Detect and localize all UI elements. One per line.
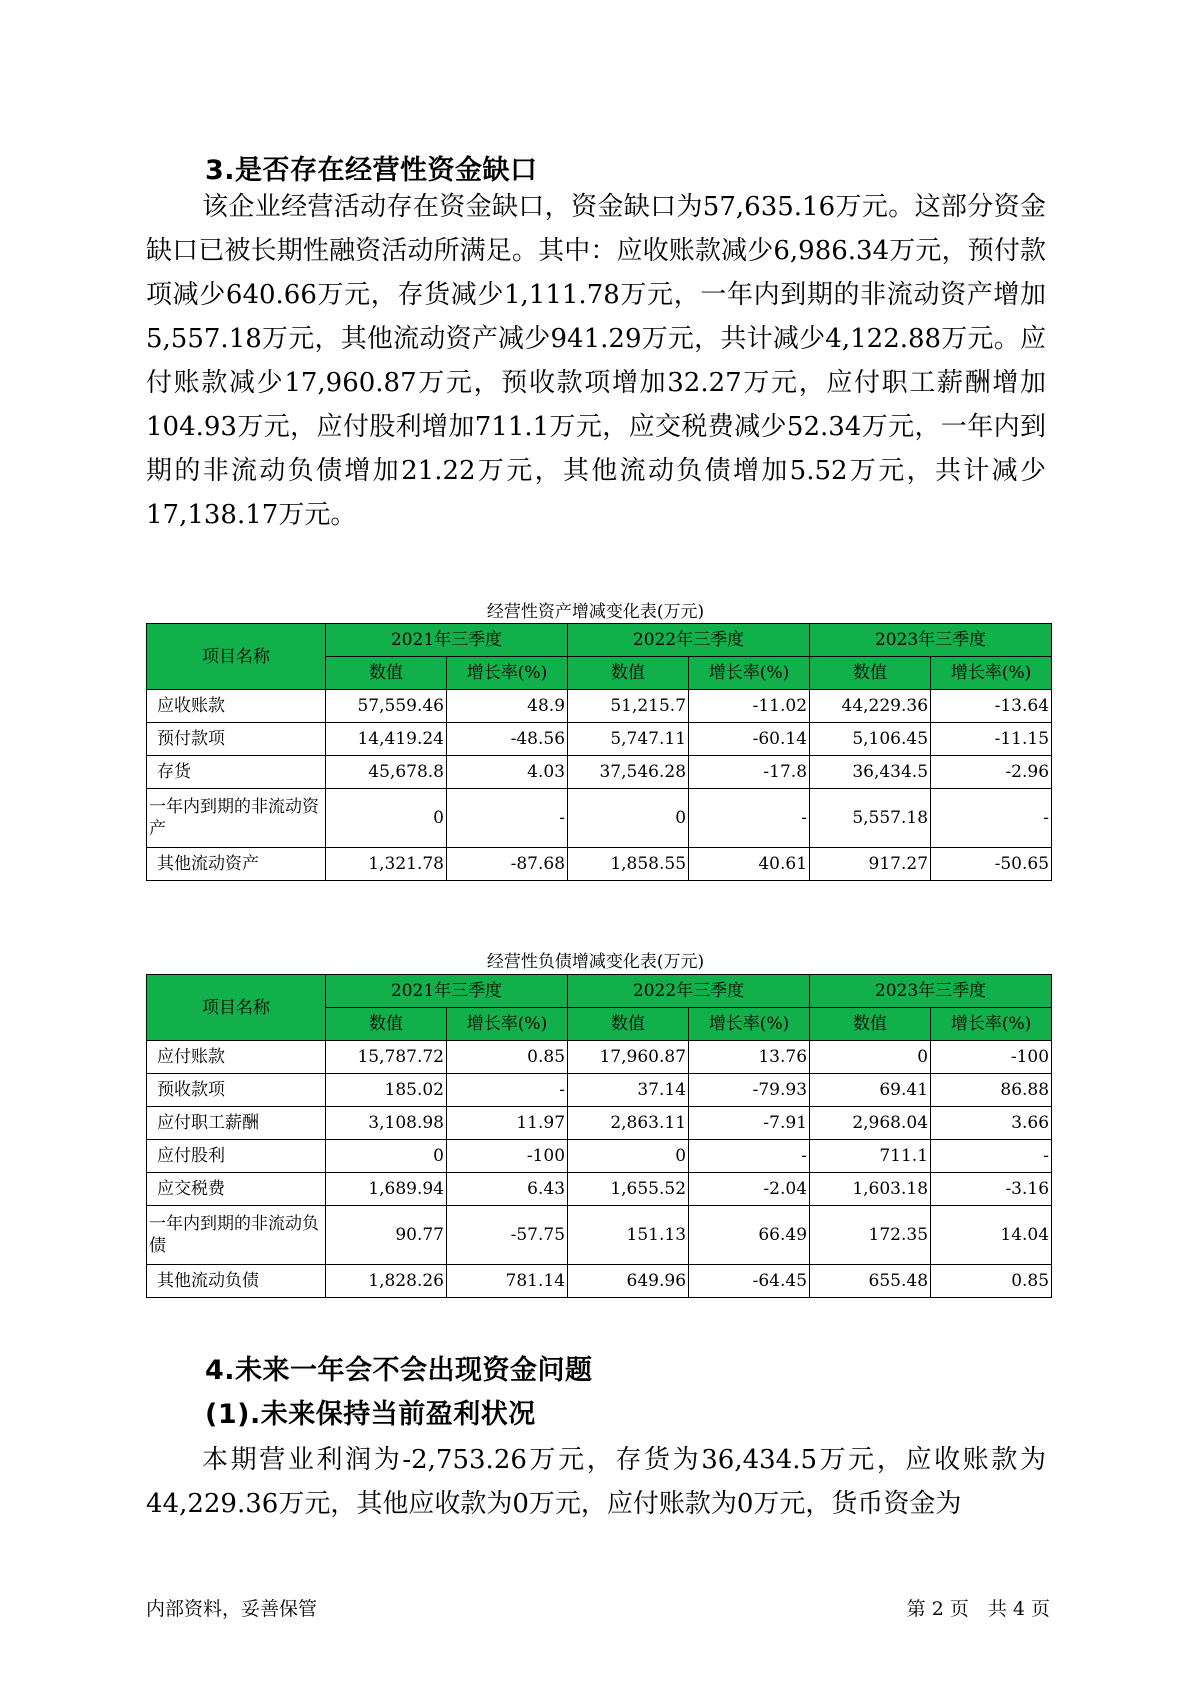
cell: 37.14: [568, 1074, 689, 1107]
header-value: 数值: [326, 1008, 447, 1041]
table-row: [147, 1206, 1052, 1265]
row-name: 其他流动负债: [147, 1265, 326, 1298]
header-value: 数值: [326, 657, 447, 690]
table-row: [147, 1074, 1052, 1107]
cell: 1,858.55: [568, 848, 689, 881]
table-row: [147, 1140, 1052, 1173]
cell: 1,603.18: [810, 1173, 931, 1206]
cell: 1,689.94: [326, 1173, 447, 1206]
cell: -: [689, 1140, 810, 1173]
section4-subheading: (1).未来保持当前盈利状况: [205, 1399, 536, 1430]
header-period: 2022年三季度: [568, 975, 810, 1008]
row-name: 预付款项: [147, 723, 326, 756]
cell: 17,960.87: [568, 1041, 689, 1074]
liabilities-table: [146, 974, 1052, 1298]
cell: 1,828.26: [326, 1265, 447, 1298]
cell: 1,321.78: [326, 848, 447, 881]
cell: -13.64: [931, 690, 1052, 723]
cell: 45,678.8: [326, 756, 447, 789]
footer-page-number: 第 2 页 共 4 页: [906, 1598, 1050, 1620]
cell: 151.13: [568, 1206, 689, 1265]
header-growth: 增长率(%): [931, 1008, 1052, 1041]
header-value: 数值: [568, 1008, 689, 1041]
cell: 0: [326, 789, 447, 848]
row-name: 应交税费: [147, 1173, 326, 1206]
header-item-name: 项目名称: [147, 975, 326, 1041]
cell: 2,968.04: [810, 1107, 931, 1140]
header-growth: 增长率(%): [689, 657, 810, 690]
header-period: 2021年三季度: [326, 624, 568, 657]
cell: 0: [568, 789, 689, 848]
cell: 711.1: [810, 1140, 931, 1173]
table-row: [147, 723, 1052, 756]
cell: 69.41: [810, 1074, 931, 1107]
cell: 3,108.98: [326, 1107, 447, 1140]
cell: -: [931, 1140, 1052, 1173]
cell: -50.65: [931, 848, 1052, 881]
assets-table-caption: 经营性资产增减变化表(万元): [486, 602, 705, 622]
cell: 655.48: [810, 1265, 931, 1298]
cell: 36,434.5: [810, 756, 931, 789]
row-name: 预收款项: [147, 1074, 326, 1107]
cell: 0: [568, 1140, 689, 1173]
header-period: 2022年三季度: [568, 624, 810, 657]
cell: 40.61: [689, 848, 810, 881]
cell: -57.75: [447, 1206, 568, 1265]
cell: 185.02: [326, 1074, 447, 1107]
cell: -64.45: [689, 1265, 810, 1298]
assets-table: [146, 623, 1052, 881]
cell: 66.49: [689, 1206, 810, 1265]
row-name: 应付职工薪酬: [147, 1107, 326, 1140]
cell: -: [447, 1074, 568, 1107]
row-name: 应收账款: [147, 690, 326, 723]
cell: -2.96: [931, 756, 1052, 789]
table-row: [147, 1265, 1052, 1298]
cell: -100: [931, 1041, 1052, 1074]
cell: -3.16: [931, 1173, 1052, 1206]
cell: 48.9: [447, 690, 568, 723]
header-period: 2023年三季度: [810, 624, 1052, 657]
table-row: [147, 848, 1052, 881]
cell: -100: [447, 1140, 568, 1173]
cell: -2.04: [689, 1173, 810, 1206]
cell: -11.15: [931, 723, 1052, 756]
cell: 14,419.24: [326, 723, 447, 756]
cell: 51,215.7: [568, 690, 689, 723]
cell: -60.14: [689, 723, 810, 756]
header-value: 数值: [568, 657, 689, 690]
cell: 0.85: [931, 1265, 1052, 1298]
cell: 5,106.45: [810, 723, 931, 756]
table-row: [147, 690, 1052, 723]
cell: 3.66: [931, 1107, 1052, 1140]
cell: 1,655.52: [568, 1173, 689, 1206]
row-name: 应付账款: [147, 1041, 326, 1074]
table-row: [147, 1173, 1052, 1206]
cell: -11.02: [689, 690, 810, 723]
row-name: 其他流动资产: [147, 848, 326, 881]
row-name: 一年内到期的非流动负债: [147, 1206, 326, 1265]
cell: 5,747.11: [568, 723, 689, 756]
cell: -: [447, 789, 568, 848]
cell: -17.8: [689, 756, 810, 789]
cell: 44,229.36: [810, 690, 931, 723]
cell: -48.56: [447, 723, 568, 756]
header-period: 2023年三季度: [810, 975, 1052, 1008]
cell: 0: [326, 1140, 447, 1173]
cell: -87.68: [447, 848, 568, 881]
section3-heading: 3.是否存在经营性资金缺口: [205, 155, 538, 186]
cell: 13.76: [689, 1041, 810, 1074]
cell: 57,559.46: [326, 690, 447, 723]
cell: 172.35: [810, 1206, 931, 1265]
cell: -: [931, 789, 1052, 848]
liabilities-table-caption: 经营性负债增减变化表(万元): [486, 952, 705, 972]
cell: 0.85: [447, 1041, 568, 1074]
row-name: 应付股利: [147, 1140, 326, 1173]
header-value: 数值: [810, 657, 931, 690]
footer-confidential: 内部资料，妥善保管: [146, 1598, 318, 1620]
header-period: 2021年三季度: [326, 975, 568, 1008]
cell: -7.91: [689, 1107, 810, 1140]
cell: 649.96: [568, 1265, 689, 1298]
row-name: 存货: [147, 756, 326, 789]
table-row: [147, 1107, 1052, 1140]
header-growth: 增长率(%): [447, 657, 568, 690]
cell: 6.43: [447, 1173, 568, 1206]
cell: 11.97: [447, 1107, 568, 1140]
row-name: 一年内到期的非流动资产: [147, 789, 326, 848]
cell: 15,787.72: [326, 1041, 447, 1074]
cell: 4.03: [447, 756, 568, 789]
cell: -: [689, 789, 810, 848]
table-row: [147, 756, 1052, 789]
cell: -79.93: [689, 1074, 810, 1107]
section3-paragraph: 该企业经营活动存在资金缺口，资金缺口为57,635.16万元。这部分资金缺口已被长期性融资活动所满足。其中：应收账款减少6,986.34万元，预付款项减少640.66万元，存货减少1,111.78万元，一年内到期的非流动资产增加5,557.18万元，其他流动资产减少941.29万元，共计减少4,122.88万元。应付账款减少17,960.87万元，预收款项增加32.27万元，应付职工薪酬增加104.93万元，应付股利增加711.1万元，应交税费减少52.34万元，一年内到期的非流动负债增加21.22万元，其他流动负债增加5.52万元，共计减少17,138.17万元。: [146, 192, 1046, 530]
cell: 5,557.18: [810, 789, 931, 848]
header-growth: 增长率(%): [447, 1008, 568, 1041]
header-growth: 增长率(%): [931, 657, 1052, 690]
cell: 0: [810, 1041, 931, 1074]
header-growth: 增长率(%): [689, 1008, 810, 1041]
header-value: 数值: [810, 1008, 931, 1041]
section4-heading: 4.未来一年会不会出现资金问题: [205, 1355, 593, 1386]
cell: 37,546.28: [568, 756, 689, 789]
table-row: [147, 1041, 1052, 1074]
cell: 781.14: [447, 1265, 568, 1298]
cell: 86.88: [931, 1074, 1052, 1107]
cell: 90.77: [326, 1206, 447, 1265]
cell: 917.27: [810, 848, 931, 881]
cell: 14.04: [931, 1206, 1052, 1265]
cell: 2,863.11: [568, 1107, 689, 1140]
table-row: [147, 789, 1052, 848]
section4-paragraph: 本期营业利润为-2,753.26万元，存货为36,434.5万元，应收账款为44,229.36万元，其他应收款为0万元，应付账款为0万元，货币资金为: [146, 1445, 1046, 1519]
header-item-name: 项目名称: [147, 624, 326, 690]
